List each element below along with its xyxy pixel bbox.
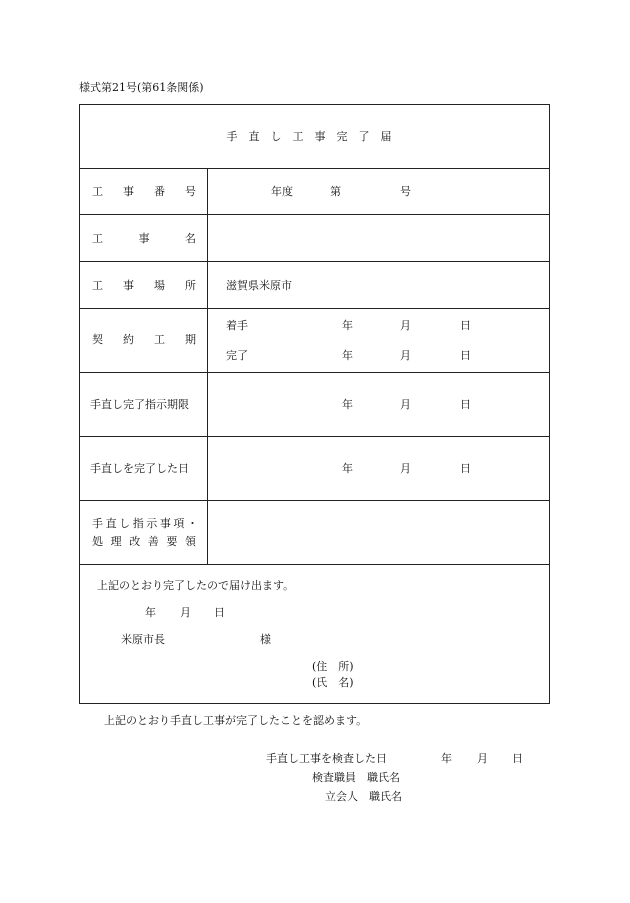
month-label: 月 xyxy=(400,319,411,332)
confirmation-text: 上記のとおり手直し工事が完了したことを認めます。 xyxy=(104,714,368,727)
year-label: 年 xyxy=(342,349,353,362)
koji-basho-value: 滋賀県米原市 xyxy=(226,279,292,292)
label-shiji-jiko-line2 xyxy=(92,536,196,547)
addressee: 米原市長 xyxy=(121,633,165,646)
label-char: 指 xyxy=(132,517,144,530)
witness-label: 立会人 職氏名 xyxy=(325,790,402,803)
label-char: 要 xyxy=(166,535,178,548)
row-divider xyxy=(79,168,550,169)
label-char: 善 xyxy=(147,535,159,548)
row-divider xyxy=(79,436,550,437)
month-label: 月 xyxy=(400,349,411,362)
label-char: 名 xyxy=(185,232,196,245)
label-char: し xyxy=(119,517,131,530)
label-kanryo-bi: 手直しを完了した日 xyxy=(90,462,189,475)
inspection-date-label: 手直し工事を検査した日 xyxy=(266,752,387,765)
label-shiji-jiko-line1 xyxy=(92,518,198,529)
label-char: 項 xyxy=(173,517,185,530)
label-char: 工 xyxy=(92,185,103,198)
start-label: 着手 xyxy=(226,319,248,332)
label-char: 期 xyxy=(185,333,196,346)
label-char: 約 xyxy=(123,333,134,346)
end-label: 完了 xyxy=(226,349,248,362)
row-divider xyxy=(79,214,550,215)
label-keiyaku-koki xyxy=(92,334,196,345)
document-title: 手直し工事完了届 xyxy=(226,130,403,143)
label-shiji-kigen: 手直し完了指示期限 xyxy=(90,398,189,411)
notice-text: 上記のとおり完了したので届け出ます。 xyxy=(97,579,295,592)
label-char: 工 xyxy=(92,279,103,292)
label-char: 場 xyxy=(154,279,165,292)
label-koji-mei xyxy=(92,233,196,244)
inspection-year: 年 xyxy=(441,752,452,765)
row-divider xyxy=(79,261,550,262)
row-divider xyxy=(79,564,550,565)
name-label: (氏 名) xyxy=(312,676,354,689)
inspector-label: 検査職員 職氏名 xyxy=(312,771,400,784)
inspection-month: 月 xyxy=(477,752,488,765)
honorific: 様 xyxy=(260,633,271,646)
row-divider xyxy=(79,500,550,501)
day-label: 日 xyxy=(460,398,471,411)
day-label: 日 xyxy=(460,462,471,475)
label-char: 理 xyxy=(110,535,122,548)
label-char: 事 xyxy=(123,279,134,292)
label-char: 契 xyxy=(92,333,103,346)
label-koji-bango xyxy=(92,186,196,197)
column-divider xyxy=(207,168,208,564)
label-char: 事 xyxy=(159,517,171,530)
label-koji-basho xyxy=(92,280,196,291)
label-char: 直 xyxy=(105,517,117,530)
form-number: 様式第21号(第61条関係) xyxy=(79,81,204,94)
notice-day: 日 xyxy=(214,606,225,619)
label-char: 領 xyxy=(184,535,196,548)
year-label: 年 xyxy=(342,319,353,332)
month-label: 月 xyxy=(400,462,411,475)
label-char: 所 xyxy=(185,279,196,292)
notice-month: 月 xyxy=(180,606,191,619)
label-char: 事 xyxy=(123,185,134,198)
nendo-label: 年度 xyxy=(271,185,293,198)
label-char: 工 xyxy=(92,232,103,245)
label-char: 改 xyxy=(129,535,141,548)
row-divider xyxy=(79,308,550,309)
inspection-day: 日 xyxy=(512,752,523,765)
label-char: 号 xyxy=(185,185,196,198)
month-label: 月 xyxy=(400,398,411,411)
year-label: 年 xyxy=(342,398,353,411)
notice-year: 年 xyxy=(145,606,156,619)
row-divider xyxy=(79,372,550,373)
label-char: 示 xyxy=(146,517,158,530)
dai-label: 第 xyxy=(330,185,341,198)
label-char: ・ xyxy=(186,517,198,530)
label-char: 番 xyxy=(154,185,165,198)
label-char: 手 xyxy=(92,517,103,530)
day-label: 日 xyxy=(460,319,471,332)
label-char: 事 xyxy=(138,232,150,245)
label-char: 処 xyxy=(92,535,103,548)
day-label: 日 xyxy=(460,349,471,362)
year-label: 年 xyxy=(342,462,353,475)
label-char: 工 xyxy=(154,333,165,346)
address-label: (住 所) xyxy=(312,660,354,673)
go-label: 号 xyxy=(400,185,411,198)
